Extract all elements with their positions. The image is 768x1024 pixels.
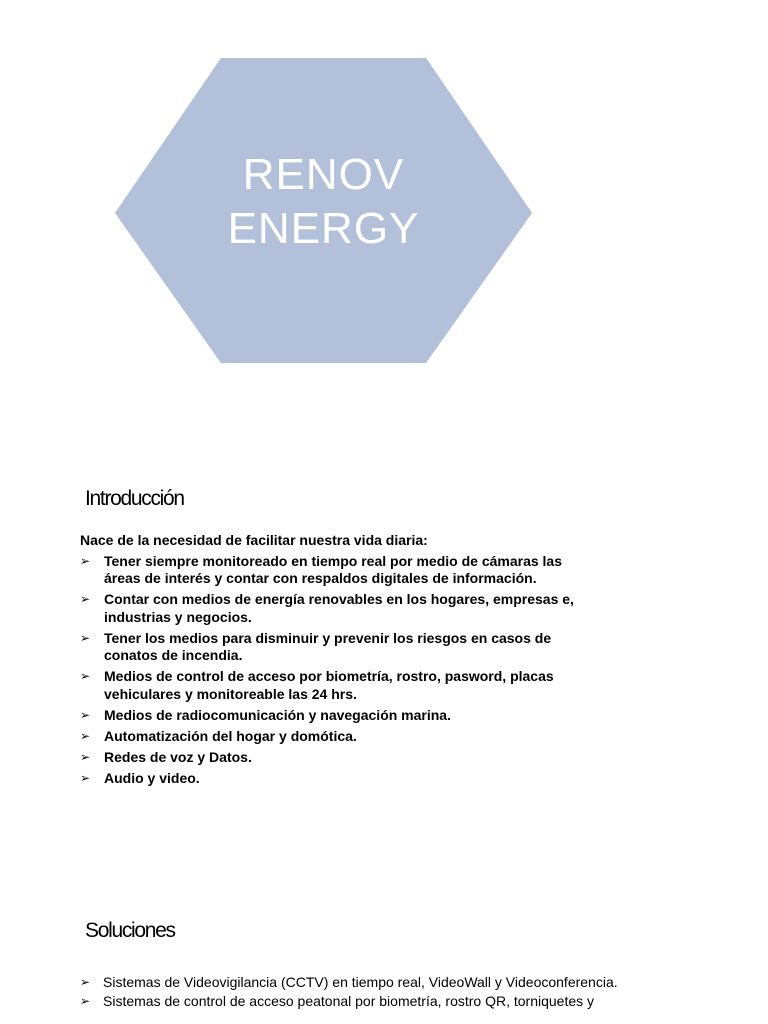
arrow-bullet-icon: ➢ (80, 749, 91, 764)
logo-title-line1: RENOV (242, 150, 405, 199)
arrow-bullet-icon: ➢ (80, 592, 91, 606)
list-item-text: Redes de voz y Datos. (104, 748, 252, 765)
intro-lead: Nace de la necesidad de facilitar nuestra vida diaria: (80, 532, 428, 548)
list-item-text: Tener los medios para disminuir y prevenir los riesgos en casos de conatos de incendia. (104, 629, 552, 663)
list-item (80, 591, 600, 626)
solutions-heading: Soluciones (85, 919, 175, 942)
arrow-bullet-icon: ➢ (80, 707, 91, 722)
arrow-bullet-icon: ➢ (80, 669, 91, 683)
list-item-text: Medios de radiocomunicación y navegación marina. (104, 706, 451, 723)
arrow-bullet-icon: ➢ (80, 630, 91, 645)
list-item (80, 553, 600, 588)
intro-list (80, 553, 600, 788)
list-item-text: Medios de control de acceso por biometría, rostro, pasword, placas vehiculares y monitoreable las 24 hrs. (104, 668, 554, 702)
arrow-bullet-icon: ➢ (80, 553, 91, 568)
solutions-section (80, 974, 640, 1012)
list-item (80, 993, 640, 1010)
arrow-bullet-icon: ➢ (80, 728, 91, 743)
arrow-bullet-icon: ➢ (80, 994, 91, 1008)
list-item (80, 728, 600, 746)
intro-heading: Introducción (85, 487, 184, 510)
solutions-list (80, 974, 640, 1010)
intro-section (80, 532, 600, 791)
arrow-bullet-icon: ➢ (80, 770, 91, 785)
list-item (80, 749, 600, 767)
list-item (80, 630, 600, 665)
list-item (80, 707, 600, 725)
list-item (80, 668, 600, 703)
logo-title (115, 148, 532, 256)
list-item-text: Sistemas de Videovigilancia (CCTV) en tiempo real, VideoWall y Videoconferencia. (103, 974, 618, 990)
list-item (80, 770, 600, 788)
logo-title-line2: ENERGY (227, 204, 420, 253)
arrow-bullet-icon: ➢ (80, 975, 91, 989)
list-item-text: Audio y video. (104, 769, 200, 786)
list-item-text: Contar con medios de energía renovables en los hogares, empresas e, industrias y negocios. (104, 591, 574, 625)
list-item-text: Automatización del hogar y domótica. (104, 727, 357, 744)
list-item-text: Tener siempre monitoreado en tiempo real por medio de cámaras las áreas de interés y contar con respaldos digitales de información. (104, 552, 563, 586)
list-item (80, 974, 640, 991)
list-item-text: Sistemas de control de acceso peatonal por biometría, rostro QR, torniquetes y (103, 993, 595, 1009)
